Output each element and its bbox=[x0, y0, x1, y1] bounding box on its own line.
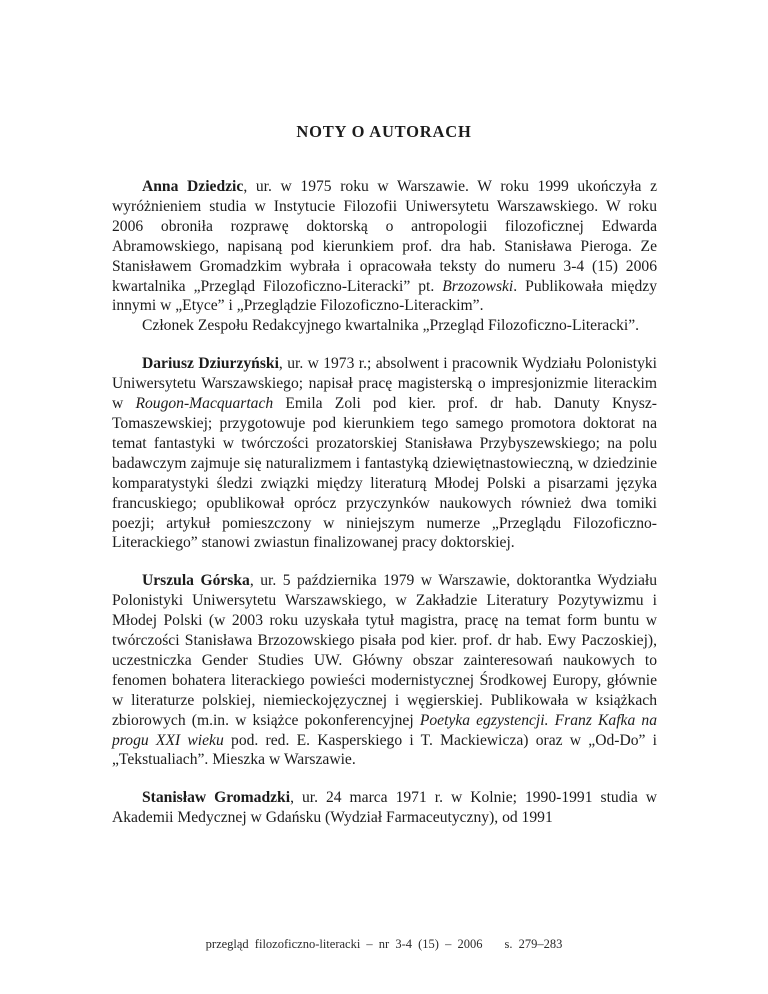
author-entry-paragraph bbox=[112, 316, 657, 336]
author-name: Anna Dziedzic bbox=[142, 178, 244, 195]
footer-journal: przegląd filozoficzno-literacki – nr 3-4 (15) – 2006 bbox=[205, 937, 483, 951]
author-name: Urszula Górska bbox=[142, 572, 250, 590]
text-run: pod. red. E. Kasperskiego i T. Mackiewicza) oraz w „Od-Do” i „Tekstualiach”. Mieszka w Warszawie. bbox=[112, 731, 658, 769]
text-run: , ur. w 1973 r.; absolwent i pracownik Wydziału Polonistyki Uniwersytetu Warszawskiego; napisał pracę magisterską o impresjonizmie literackim w bbox=[112, 355, 657, 413]
text-run: , ur. 24 marca 1971 r. w Kolnie; 1990-1991 studia w Akademii Medycznej w Gdańsku (Wydział Farmaceutyczny), od 1991 bbox=[112, 789, 657, 827]
author-entry-paragraph bbox=[112, 177, 657, 316]
text-run: . Publikowała między innymi w „Etyce” i „Przeglądzie Filozoficzno-Literackim”. bbox=[112, 277, 657, 315]
author-notes bbox=[112, 177, 657, 828]
italic-title: Poetyka egzystencji. Franz Kafka na progu XXI wieku bbox=[112, 711, 658, 749]
italic-title: Rougon-Macquartach bbox=[135, 395, 274, 413]
text-run: , ur. w 1975 roku w Warszawie. W roku 1999 ukończyła z wyróżnieniem studia w Instytucie Filozofii Uniwersytetu Warszawskiego. W roku 2006 obroniła rozprawę doktorską o antropologii filozoficznej Edwarda Abramowskiego, napisaną pod kierunkiem prof. dra hab. Stanisława Pieroga. Ze Stanisławem Gromadzkim wybrała i opracowała teksty do numeru 3-4 (15) 2006 kwartalnika „Przegląd Filozoficzno-Literacki” pt. bbox=[112, 178, 658, 295]
footer-pages: s. 279–283 bbox=[504, 937, 563, 951]
text-run: Emila Zoli pod kier. prof. dr hab. Danuty Knysz-Tomaszewskiej; przygotowuje pod kierunkiem tego samego promotora doktorat na temat fantastyki w twórczości prozatorskiej Stanisława Przybyszewskiego; na polu badawczym zajmuje się naturalizmem i fantastyką dziewiętnastowieczną, w dziedzinie komparatystyki śledzi związki między literaturą Młodej Polski a pisarzami języka francuskiego; opublikował oprócz przyczynków naukowych również dwa tomiki poezji; artykuł pomieszczony w niniejszym numerze „Przeglądu Filozoficzno-Literackiego” stanowi zwiastun finalizowanej pracy doktorskiej. bbox=[112, 395, 657, 552]
text-run: , ur. 5 października 1979 w Warszawie, doktorantka Wydziału Polonistyki Uniwersytetu Warszawskiego, w Zakładzie Literatury Pozytywizmu i Młodej Polski (w 2003 roku uzyskała tytuł magistra, pracę na temat form buntu w twórczości Stanisława Brzozowskiego pisała pod kier. prof. dr hab. Ewy Paczoskiej), uczestniczka Gender Studies UW. Główny obszar zainteresowań naukowych to fenomen bohatera literackiego powieści modernistycznej Środkowej Europy, głównie w literaturze polskiej, niemieckojęzycznej i węgierskiej. Publikowała w książkach zbiorowych (m.in. w książce pokonferencyjnej bbox=[112, 572, 657, 729]
text-run: Członek Zespołu Redakcyjnego kwartalnika „Przegląd Filozoficzno-Literacki”. bbox=[142, 317, 640, 335]
author-entry-paragraph bbox=[112, 354, 657, 553]
author-entry-paragraph bbox=[112, 571, 657, 770]
author-entry-paragraph bbox=[112, 788, 657, 828]
italic-title: Brzozowski bbox=[442, 277, 514, 295]
author-name: Dariusz Dziurzyński bbox=[142, 355, 279, 373]
author-name: Stanisław Gromadzki bbox=[142, 789, 291, 807]
page-title: NOTY O AUTORACH bbox=[296, 122, 472, 141]
page-footer bbox=[0, 937, 768, 952]
